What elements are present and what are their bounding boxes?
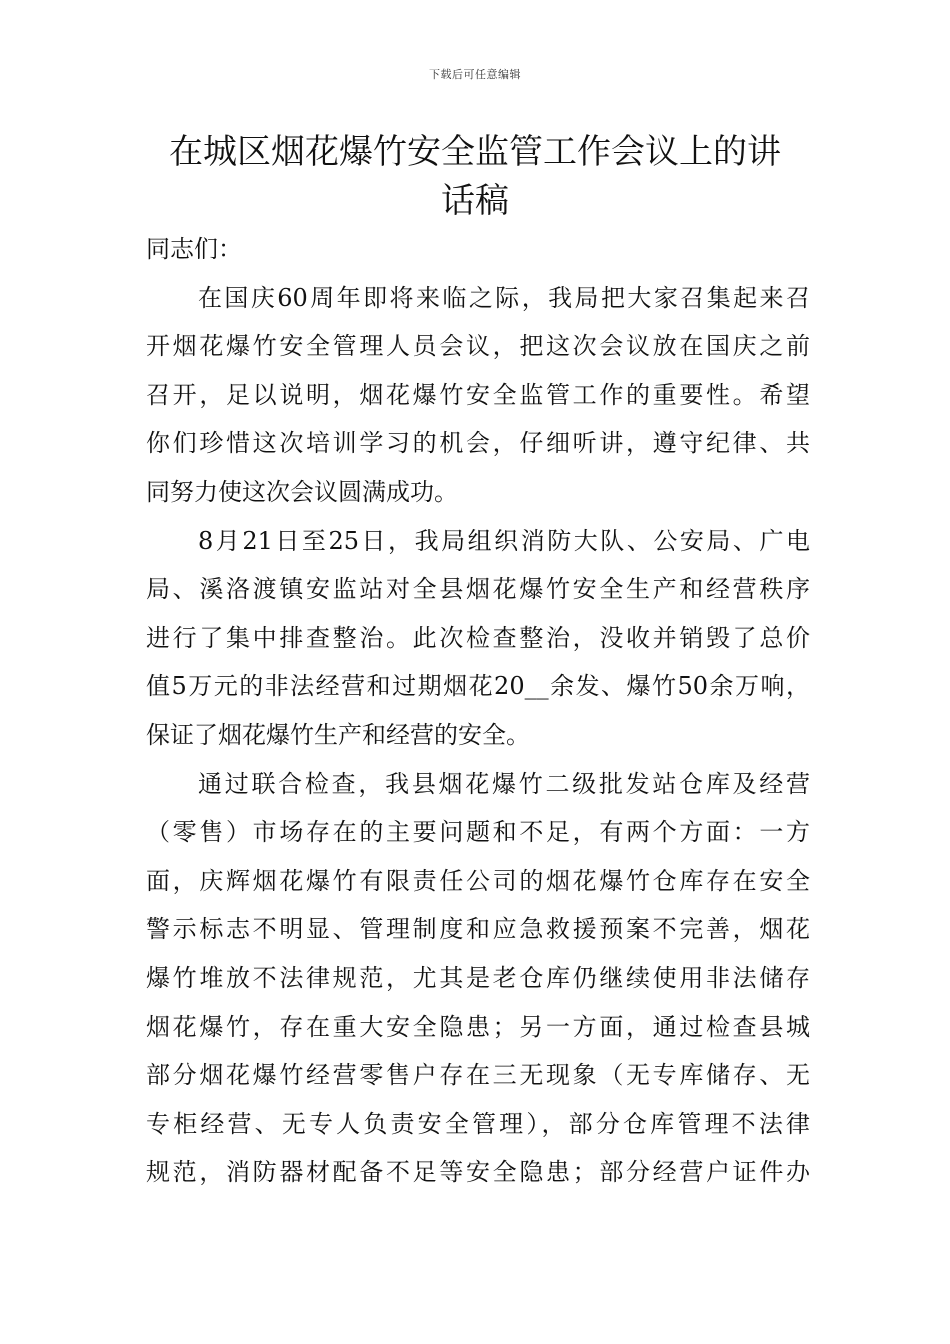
paragraph-line: 专柜经营、无专人负责安全管理），部分仓库管理不法律	[146, 1109, 810, 1138]
title-line: 在城区烟花爆竹安全监管工作会议上的讲	[169, 132, 781, 172]
paragraph-line: 通过联合检查，我县烟花爆竹二级批发站仓库及经营	[198, 769, 810, 798]
paragraph-line: 烟花爆竹，存在重大安全隐患；另一方面，通过检查县城	[146, 1012, 810, 1041]
header-note: 下载后可任意编辑	[429, 68, 521, 81]
paragraph-line: 爆竹堆放不法律规范，尤其是老仓库仍继续使用非法储存	[146, 963, 810, 992]
greeting: 同志们：	[146, 235, 242, 263]
paragraph-line: 值5万元的非法经营和过期烟花20__余发、爆竹50余万响，	[146, 672, 810, 701]
document-body	[146, 225, 810, 1197]
paragraph-line: 8月21日至25日，我局组织消防大队、公安局、广电	[198, 526, 810, 555]
paragraph-line: 面，庆辉烟花爆竹有限责任公司的烟花爆竹仓库存在安全	[146, 866, 810, 895]
paragraph-2	[146, 517, 810, 760]
paragraph-line: 召开，足以说明，烟花爆竹安全监管工作的重要性。希望	[146, 380, 810, 409]
paragraph-line: 你们珍惜这次培训学习的机会，仔细听讲，遵守纪律、共	[146, 429, 810, 458]
paragraph-line: 在国庆60周年即将来临之际，我局把大家召集起来召	[198, 283, 810, 312]
paragraph-1	[146, 274, 810, 517]
paragraph-3	[146, 760, 810, 1197]
title-line: 话稿	[441, 181, 509, 221]
paragraph-line: 同努力使这次会议圆满成功。	[146, 477, 458, 506]
paragraph-line: 局、溪洛渡镇安监站对全县烟花爆竹安全生产和经营秩序	[146, 575, 810, 604]
paragraph-line: 规范，消防器材配备不足等安全隐患；部分经营户证件办	[146, 1158, 810, 1187]
paragraph-line: 警示标志不明显、管理制度和应急救援预案不完善，烟花	[146, 915, 810, 944]
paragraph-line: 开烟花爆竹安全管理人员会议，把这次会议放在国庆之前	[146, 332, 810, 361]
document-title	[120, 128, 830, 226]
paragraph-line: 保证了烟花爆竹生产和经营的安全。	[146, 720, 530, 749]
paragraph-line: 部分烟花爆竹经营零售户存在三无现象（无专库储存、无	[146, 1061, 810, 1090]
paragraph-line: 进行了集中排查整治。此次检查整治，没收并销毁了总价	[146, 623, 810, 652]
paragraph-line: （零售）市场存在的主要问题和不足，有两个方面：一方	[146, 818, 810, 847]
